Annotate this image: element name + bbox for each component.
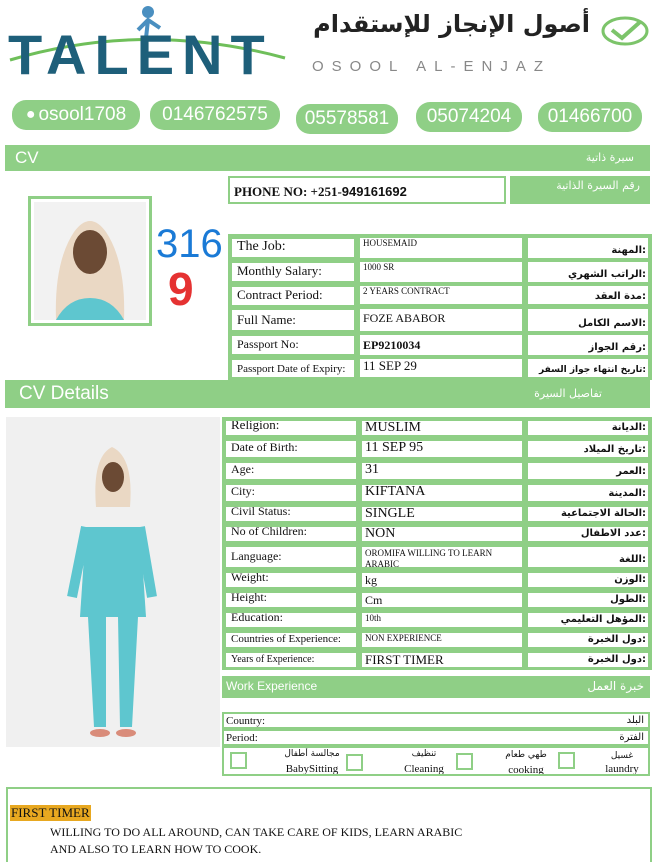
detail-ar-label: الديانة: xyxy=(526,419,650,437)
detail-ar-label: المؤهل التعليمي: xyxy=(526,611,650,629)
phone-pill-1 xyxy=(150,100,280,130)
phone-1: 0146762575 xyxy=(162,104,268,125)
work-country-row xyxy=(222,712,650,729)
work-period-label: Period: xyxy=(226,732,258,744)
detail-value: 31 xyxy=(360,461,524,481)
snapchat-pill xyxy=(12,100,140,130)
phone-3: 05074204 xyxy=(426,106,512,127)
detail-label: Education: xyxy=(224,611,358,629)
work-experience-title-ar: خبرة العمل xyxy=(587,679,644,693)
detail-label: Date of Birth: xyxy=(224,439,358,459)
detail-ar-label: الطول: xyxy=(526,591,650,609)
detail-value: 10th xyxy=(360,611,524,629)
detail-ar-label: دول الخبرة: xyxy=(526,651,650,669)
phone-pill-4 xyxy=(538,102,642,132)
passport-expiry-value: 11 SEP 29 xyxy=(358,357,524,379)
babysitting-ar-label: مجالسة أطفال xyxy=(284,749,340,759)
cleaning-label: Cleaning xyxy=(404,763,444,775)
contract-ar-label: مدة العقد: xyxy=(526,284,650,306)
detail-label: Age: xyxy=(224,461,358,481)
contract-value: 2 YEARS CONTRACT xyxy=(358,284,524,306)
snapchat-icon: ● xyxy=(25,106,36,123)
detail-value: NON xyxy=(360,525,524,543)
detail-ar-label: تاريخ الميلاد: xyxy=(526,439,650,459)
talent-logo xyxy=(0,0,290,92)
detail-label: Years of Experience: xyxy=(224,651,358,669)
cv-details-bar xyxy=(5,380,650,408)
logo-text: TALENT xyxy=(8,23,273,86)
cooking-checkbox[interactable] xyxy=(456,753,473,770)
osool-logo-english: OSOOL AL-ENJAZ xyxy=(312,58,551,75)
detail-value: MUSLIM xyxy=(360,419,524,437)
cv-details-title: CV Details xyxy=(19,383,109,404)
job-ar-label: المهنة: xyxy=(526,236,650,260)
detail-label: City: xyxy=(224,483,358,503)
work-period-ar-label: الفترة xyxy=(619,732,644,743)
work-experience-title: Work Experience xyxy=(226,679,318,693)
cleaning-ar-label: تنظيف xyxy=(411,749,437,759)
phone-label: PHONE NO: +251- xyxy=(234,184,342,199)
cooking-ar-label: طهي طعام xyxy=(505,750,547,760)
cooking-label: cooking xyxy=(508,764,544,776)
detail-ar-label: المدينة: xyxy=(526,483,650,503)
job-value: HOUSEMAID xyxy=(358,236,524,260)
remarks-line-1: WILLING TO DO ALL AROUND, CAN TAKE CARE OF KIDS, LEARN ARABIC xyxy=(50,825,463,839)
details-table xyxy=(222,417,652,670)
laundry-label: laundry xyxy=(605,763,639,775)
detail-ar-label: عدد الاطفال: xyxy=(526,525,650,543)
detail-ar-label: اللغة: xyxy=(526,545,650,569)
salary-label: Monthly Salary: xyxy=(230,261,356,283)
phone-pill-3 xyxy=(416,102,522,132)
skills-row xyxy=(222,746,650,776)
detail-label: Countries of Experience: xyxy=(224,631,358,649)
detail-value: kg xyxy=(360,571,524,589)
job-table xyxy=(228,234,652,380)
contract-label: Contract Period: xyxy=(230,285,356,307)
remarks-line-2: AND ALSO TO LEARN HOW TO COOK. xyxy=(50,842,262,856)
cv-bar xyxy=(5,145,650,171)
detail-value: Cm xyxy=(360,591,524,609)
work-experience-bar xyxy=(222,676,650,698)
laundry-checkbox[interactable] xyxy=(558,752,575,769)
detail-label: Height: xyxy=(224,591,358,609)
osool-logo-arabic: أصول الإنجاز للإستقدام xyxy=(313,10,590,38)
full-body-photo xyxy=(6,417,220,747)
salary-ar-label: الراتب الشهري: xyxy=(526,260,650,284)
passport-expiry-label: Passport Date of Expiry: xyxy=(230,358,356,379)
passport-ar-label: رقم الجواز: xyxy=(526,333,650,357)
passport-value: EP9210034 xyxy=(358,333,524,357)
snapchat-handle: osool1708 xyxy=(38,104,127,125)
detail-ar-label: العمر: xyxy=(526,461,650,481)
work-country-ar-label: البلد xyxy=(626,715,644,726)
work-country-label: Country: xyxy=(226,715,266,727)
remarks-box xyxy=(6,787,652,862)
detail-label: No of Children: xyxy=(224,525,358,543)
phone-number: 949161692 xyxy=(341,184,407,199)
detail-value: FIRST TIMER xyxy=(360,651,524,669)
work-period-row xyxy=(222,729,650,746)
job-label: The Job: xyxy=(230,237,356,259)
detail-label: Language: xyxy=(224,545,358,569)
passport-label: Passport No: xyxy=(230,334,356,356)
detail-value: NON EXPERIENCE xyxy=(360,631,524,649)
laundry-ar-label: غسيل xyxy=(610,751,634,761)
detail-value: SINGLE xyxy=(360,505,524,523)
cv-bar-title: CV xyxy=(15,148,39,167)
phone-pill-2 xyxy=(296,104,398,134)
name-label: Full Name: xyxy=(230,308,356,332)
detail-value: KIFTANA xyxy=(360,483,524,503)
detail-label: Weight: xyxy=(224,571,358,589)
phone-4: 01466700 xyxy=(547,106,633,127)
detail-value: OROMIFA WILLING TO LEARN ARABIC xyxy=(360,545,524,569)
cv-number-badge: 316 xyxy=(156,222,223,266)
phone-number-text xyxy=(234,184,407,200)
salary-value: 1000 SR xyxy=(358,260,524,284)
osool-logo xyxy=(310,10,650,85)
detail-value: 11 SEP 95 xyxy=(360,439,524,459)
babysitting-label: BabySitting xyxy=(285,763,339,775)
cv-bar-title-ar: سيرة ذاتية xyxy=(585,151,634,164)
osool-check-icon xyxy=(600,14,650,48)
phone-number-box xyxy=(228,176,506,204)
cv-number-badge-sub: 9 xyxy=(168,263,194,315)
name-ar-label: الاسم الكامل: xyxy=(526,307,650,333)
babysitting-checkbox[interactable] xyxy=(230,752,247,769)
detail-ar-label: دول الخبرة: xyxy=(526,631,650,649)
cv-details-title-ar: تفاصيل السيرة xyxy=(534,387,602,400)
phone-2: 05578581 xyxy=(304,108,390,129)
phone-box-ar-label xyxy=(510,176,650,204)
detail-label: Religion: xyxy=(224,419,358,437)
passport-expiry-ar-label: تاريخ انتهاء جواز السفر: xyxy=(526,357,650,379)
name-value: FOZE ABABOR xyxy=(358,307,524,333)
phone-box-ar-text: رقم السيرة الذاتية xyxy=(556,179,640,192)
remarks-title: FIRST TIMER xyxy=(11,805,90,820)
cleaning-checkbox[interactable] xyxy=(346,754,363,771)
detail-ar-label: الحالة الاجتماعية: xyxy=(526,505,650,523)
detail-label: Civil Status: xyxy=(224,505,358,523)
portrait-photo xyxy=(28,196,152,326)
detail-ar-label: الوزن: xyxy=(526,571,650,589)
